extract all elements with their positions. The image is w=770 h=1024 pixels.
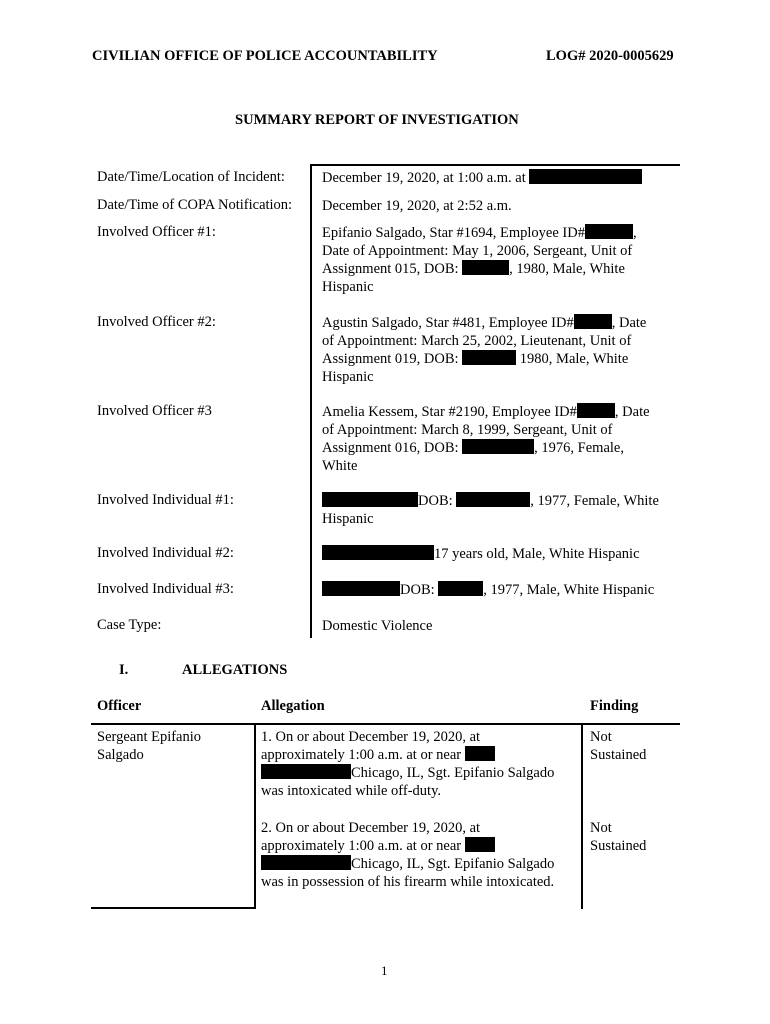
- case-type-label: Case Type:: [97, 617, 162, 633]
- summary-vertical-rule: [310, 164, 312, 638]
- table-bottom-rule: [91, 907, 256, 909]
- redaction: [585, 224, 633, 239]
- redaction: [462, 350, 516, 365]
- individual1-value: DOB: , 1977, Female, White Hispanic: [322, 493, 659, 527]
- individual3-value: DOB: , 1977, Male, White Hispanic: [322, 581, 677, 599]
- redaction: [462, 439, 534, 454]
- individual1-label: Involved Individual #1:: [97, 492, 234, 508]
- col-header-officer: Officer: [97, 698, 142, 714]
- officer1-label: Involved Officer #1:: [97, 224, 216, 240]
- col-header-finding: Finding: [590, 698, 639, 714]
- allegation-1: 1. On or about December 19, 2020, at approximately 1:00 a.m. at or near Chicago, IL, Sgt. Epifanio Salgado was intoxicated while off-duty.: [261, 729, 555, 799]
- summary-top-rule: [310, 164, 680, 166]
- redaction: [261, 764, 351, 779]
- incident-label: Date/Time/Location of Incident:: [97, 169, 285, 185]
- table-divider-2: [581, 723, 583, 909]
- redaction: [322, 545, 434, 560]
- report-title: SUMMARY REPORT OF INVESTIGATION: [235, 112, 519, 128]
- log-number: LOG# 2020-0005629: [546, 48, 674, 64]
- table-divider-1: [254, 723, 256, 909]
- redaction: [261, 855, 351, 870]
- notification-label: Date/Time of COPA Notification:: [97, 197, 293, 213]
- redaction: [465, 837, 495, 852]
- individual2-value: 17 years old, Male, White Hispanic: [322, 545, 677, 563]
- page-number: 1: [381, 963, 388, 978]
- officer2-label: Involved Officer #2:: [97, 314, 216, 330]
- officer-cell: Sergeant Epifanio Salgado: [97, 729, 202, 763]
- officer3-label: Involved Officer #3: [97, 403, 212, 419]
- redaction: [529, 169, 642, 184]
- redaction: [577, 403, 615, 418]
- redaction: [465, 746, 495, 761]
- redaction: [322, 581, 400, 596]
- col-header-allegation: Allegation: [261, 698, 325, 714]
- individual2-label: Involved Individual #2:: [97, 545, 234, 561]
- finding-2: Not Sustained: [590, 820, 647, 854]
- allegation-2: 2. On or about December 19, 2020, at approximately 1:00 a.m. at or near Chicago, IL, Sgt. Epifanio Salgado was in possession of his firearm while intoxicated.: [261, 820, 555, 890]
- individual3-label: Involved Individual #3:: [97, 581, 234, 597]
- section-number: I.: [119, 662, 129, 678]
- notification-value: December 19, 2020, at 2:52 a.m.: [322, 198, 512, 214]
- office-header: CIVILIAN OFFICE OF POLICE ACCOUNTABILITY: [92, 48, 438, 64]
- officer2-value: Agustin Salgado, Star #481, Employee ID# , Date of Appointment: March 25, 2002, Lieutenant, Unit of Assignment 019, DOB: 1980, Male, White Hispanic: [322, 315, 647, 385]
- redaction: [462, 260, 509, 275]
- redaction: [322, 492, 418, 507]
- redaction: [438, 581, 483, 596]
- finding-1: Not Sustained: [590, 729, 647, 763]
- redaction: [456, 492, 530, 507]
- officer1-value: Epifanio Salgado, Star #1694, Employee ID# , Date of Appointment: May 1, 2006, Sergeant, Unit of Assignment 015, DOB: , 1980, Male, White Hispanic: [322, 225, 637, 295]
- redaction: [574, 314, 612, 329]
- case-type-value: Domestic Violence: [322, 618, 433, 634]
- officer3-value: Amelia Kessem, Star #2190, Employee ID# , Date of Appointment: March 8, 1999, Sergeant, Unit of Assignment 016, DOB: , 1976, Female, White: [322, 404, 650, 474]
- section-title: ALLEGATIONS: [182, 662, 288, 678]
- incident-value: December 19, 2020, at 1:00 a.m. at: [322, 169, 677, 187]
- table-header-rule: [91, 723, 680, 725]
